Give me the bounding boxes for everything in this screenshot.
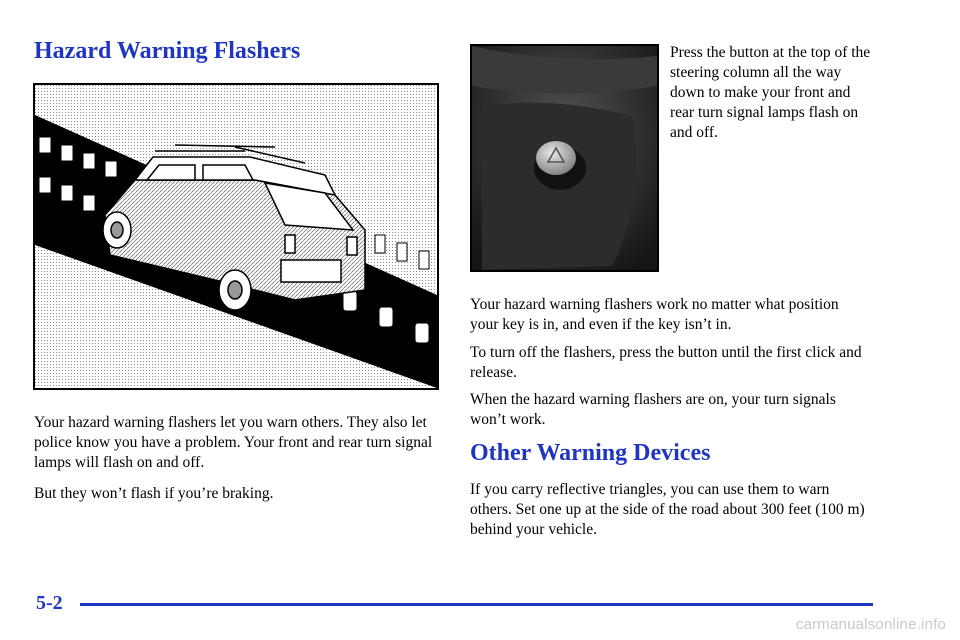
vehicle-road-drawing — [35, 85, 437, 388]
intro-paragraph: Your hazard warning flashers let you warn others. They also let police know you have a problem. Your front and rear turn signal lamps will flash on and off. — [34, 414, 433, 471]
turn-signals-paragraph: When the hazard warning flashers are on, your turn signals won’t work. — [470, 391, 836, 428]
watermark: carmanualsonline.info — [795, 616, 946, 633]
triangles-paragraph: If you carry reflective triangles, you can use them to warn others. Set one up at the side of the road about 300 feet (100 m) behind your vehicle. — [470, 481, 865, 538]
page-title: Hazard Warning Flashers — [34, 38, 301, 64]
page-number: 5-2 — [36, 592, 63, 614]
braking-paragraph: But they won’t flash if you’re braking. — [34, 485, 274, 502]
key-position-paragraph: Your hazard warning flashers work no matter what position your key is in, and even if the key isn’t in. — [470, 296, 839, 333]
turn-off-paragraph: To turn off the flashers, press the button until the first click and release. — [470, 344, 862, 381]
button-caption: Press the button at the top of the steering column all the way down to make your front and rear turn signal lamps flash on and off. — [670, 44, 871, 141]
hazard-button-photo — [470, 44, 659, 272]
steering-column-image — [472, 46, 657, 270]
section-title: Other Warning Devices — [470, 440, 711, 466]
vehicle-illustration — [33, 83, 439, 390]
footer-rule — [80, 603, 873, 606]
